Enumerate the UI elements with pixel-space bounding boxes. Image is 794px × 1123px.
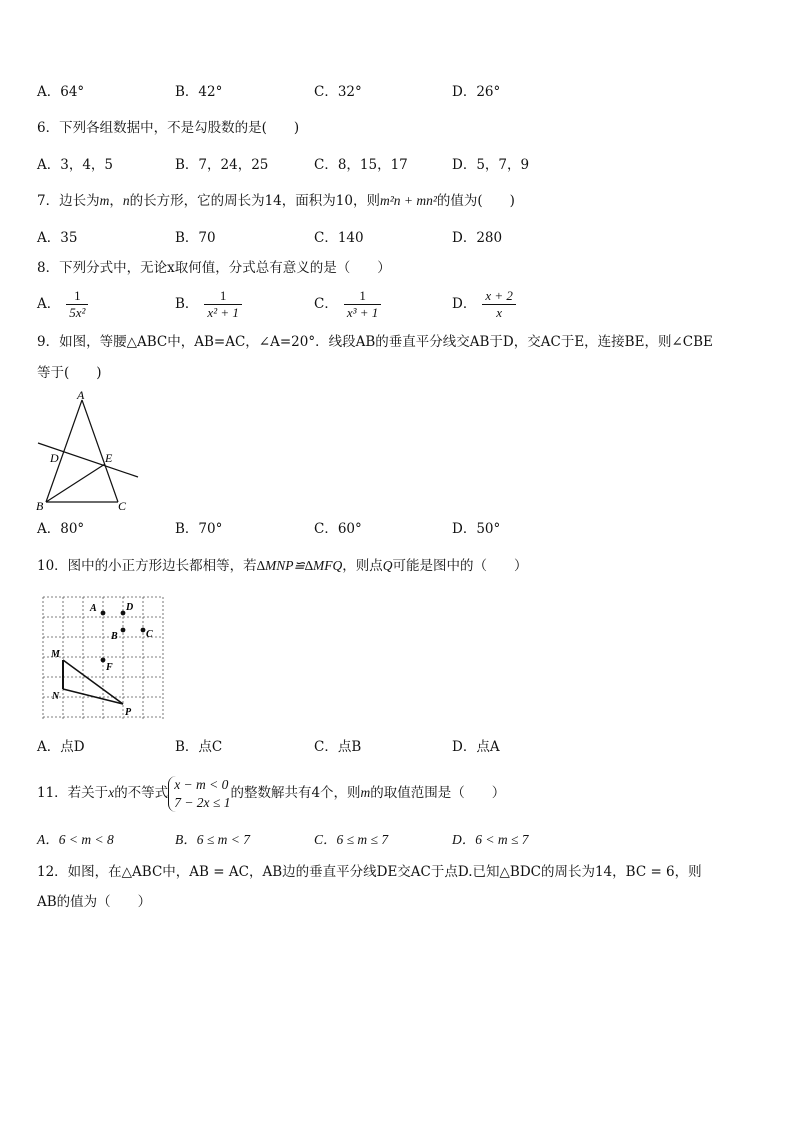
q8-c-label: C． (314, 296, 338, 312)
q8-stem: 8．下列分式中，无论x取何值，分式总有意义的是（ ） (37, 260, 391, 276)
q11-stem-part4: 的取值范围是（ ） (370, 785, 506, 801)
q8-a-denominator: 5x² (69, 305, 86, 320)
q10-option-b: B．点C (175, 739, 223, 755)
q10-stem-part3: 可能是图中的（ ） (392, 558, 528, 574)
q8-d-numerator: x + 2 (482, 288, 516, 305)
q9-stem-line1: 9．如图，等腰△ABC中，AB=AC，∠A=20°．线段AB的垂直平分线交AB于D，交AC于E，连接BE，则∠CBE (37, 334, 713, 350)
q7-stem-part1: 7．边长为 (37, 193, 100, 209)
q9-label-a: A (77, 388, 85, 402)
q10-segment-mp (63, 660, 123, 704)
q8-b-denominator: x² + 1 (207, 305, 239, 320)
q10-var-q: Q (382, 558, 393, 573)
q9-segment-be (46, 464, 105, 502)
q7-stem (37, 192, 515, 210)
q11-option-d: D．6 < m ≤ 7 (452, 832, 529, 847)
q11-option-c: C．6 ≤ m ≤ 7 (314, 832, 389, 847)
q8-a-label: A． (37, 296, 61, 312)
q7-expression: m²n + mn² (379, 193, 437, 208)
q9-label-c: C (118, 499, 127, 512)
q9-side-ac (82, 400, 118, 502)
q11-inequality-2: 7 − 2x ≤ 1 (174, 794, 231, 810)
q11-stem-part3: 的整数解共有4个，则 (230, 785, 361, 801)
q11-stem (37, 773, 505, 813)
q10-option-d: D．点A (452, 739, 500, 755)
q10-label-c: C (146, 629, 153, 640)
q5-option-a: A．64° (37, 84, 85, 100)
q10-label-n: N (52, 691, 60, 702)
q8-option-a (37, 286, 88, 322)
q9-option-d: D．50° (452, 521, 501, 537)
q8-a-numerator: 1 (66, 288, 88, 305)
q11-stem-part1: 11．若关于 (37, 785, 109, 801)
q10-label-m: M (51, 649, 60, 660)
q6-option-c: C．8，15，17 (314, 157, 408, 173)
q6-option-d: D．5，7，9 (452, 157, 530, 173)
q10-label-p: P (125, 707, 132, 718)
q6-option-b: B．7，24，25 (175, 157, 269, 173)
q6-option-a: A．3，4，5 (37, 157, 114, 173)
q9-label-b: B (36, 499, 44, 512)
q10-label-d: D (126, 602, 134, 613)
q8-a-fraction (66, 288, 88, 321)
q8-c-numerator: 1 (344, 288, 381, 305)
q12-stem-line2: AB的值为（ ） (37, 894, 152, 910)
q10-stem (37, 557, 528, 575)
q9-label-d: D (50, 451, 59, 465)
q10-label-a: A (90, 603, 97, 614)
q9-label-e: E (105, 451, 113, 465)
q7-var-m: m (99, 193, 110, 208)
q10-option-a: A．点D (37, 739, 85, 755)
q8-c-denominator: x³ + 1 (346, 305, 379, 320)
q5-option-d: D．26° (452, 84, 501, 100)
q11-var-x: x (108, 785, 115, 800)
q9-option-b: B．70° (175, 521, 223, 537)
q10-label-b: B (111, 631, 118, 642)
q10-point-d (121, 611, 126, 616)
q7-stem-part3: 的值为( ) (436, 193, 515, 209)
q10-point-c (141, 628, 146, 633)
q10-stem-part2: ，则点 (342, 558, 383, 574)
q8-option-b (175, 286, 242, 322)
q10-point-a (101, 611, 106, 616)
q7-stem-part2: 的长方形，它的周长为14，面积为10，则 (129, 193, 380, 209)
q9-option-a: A．80° (37, 521, 85, 537)
q8-d-label: D． (452, 296, 477, 312)
q7-option-d: D．280 (452, 230, 503, 246)
q7-sep: ， (109, 193, 123, 209)
q11-inequality-1: x − m < 0 (174, 776, 229, 792)
q8-option-d (452, 286, 516, 322)
q8-c-fraction (344, 288, 381, 321)
q10-congruence: ∆MNP≌∆MFQ (256, 558, 343, 573)
q8-d-fraction (482, 288, 516, 321)
q5-option-c: C．32° (314, 84, 362, 100)
q8-d-denominator: x (496, 305, 502, 320)
q10-grid-figure (40, 594, 168, 724)
q11-stem-part2: 的不等式 (114, 785, 169, 801)
q11-inequality-system (168, 776, 230, 812)
q11-option-a: A．6 < m < 8 (37, 832, 114, 847)
q11-option-b: B．6 ≤ m < 7 (175, 832, 251, 847)
q5-option-b: B．42° (175, 84, 223, 100)
q6-stem: 6．下列各组数据中，不是勾股数的是( ) (37, 120, 300, 136)
q7-option-b: B．70 (175, 230, 216, 246)
q8-b-numerator: 1 (204, 288, 241, 305)
q8-b-label: B． (175, 296, 199, 312)
q10-point-b (121, 628, 126, 633)
q11-var-m: m (360, 785, 371, 800)
q7-var-n: n (122, 193, 130, 208)
q9-option-c: C．60° (314, 521, 362, 537)
q10-point-f (101, 658, 106, 663)
q9-stem-line2: 等于( ) (37, 365, 102, 381)
q10-stem-part1: 10．图中的小正方形边长都相等，若 (37, 558, 257, 574)
q10-label-f: F (106, 662, 113, 673)
q7-option-c: C．140 (314, 230, 364, 246)
q7-option-a: A．35 (37, 230, 78, 246)
q8-option-c (314, 286, 381, 322)
q8-b-fraction (204, 288, 241, 321)
q12-stem-line1: 12．如图，在△ABC中，AB = AC，AB边的垂直平分线DE交AC于点D.已知△BDC的周长为14，BC = 6，则 (37, 864, 702, 880)
q9-triangle-figure (34, 388, 144, 512)
q10-option-c: C．点B (314, 739, 362, 755)
